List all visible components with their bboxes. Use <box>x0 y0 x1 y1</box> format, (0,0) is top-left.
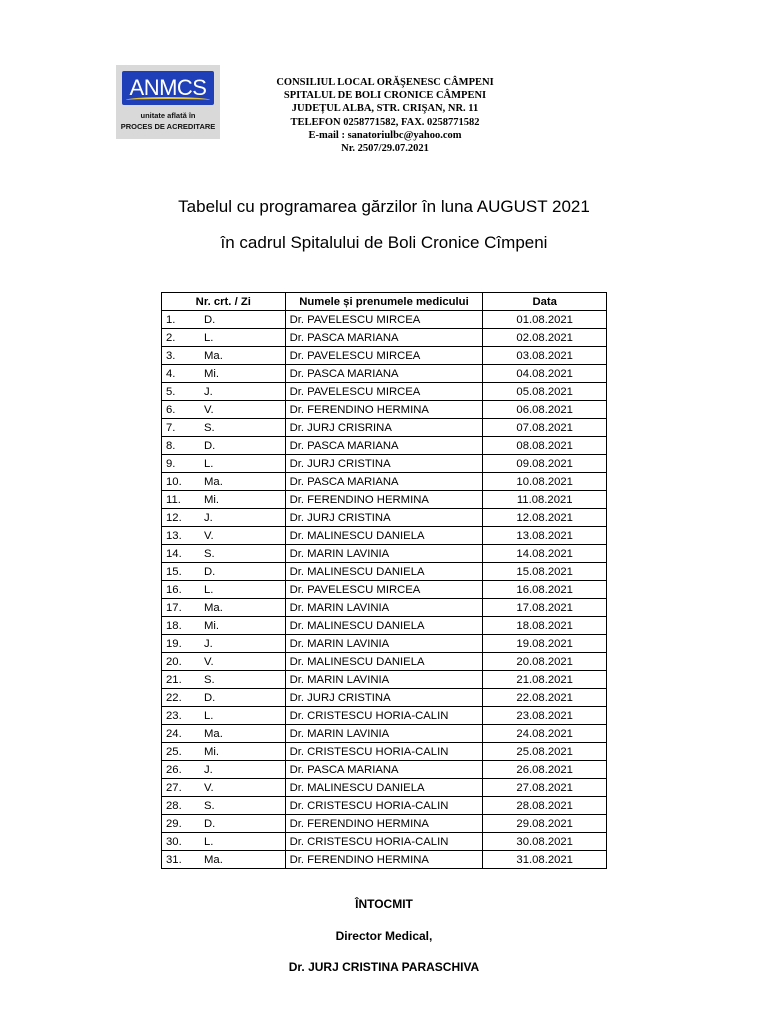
cell-nr-zi <box>162 563 286 581</box>
cell-date: 08.08.2021 <box>483 437 607 455</box>
weekday: V. <box>204 655 214 668</box>
row-number: 31. <box>166 853 182 866</box>
weekday: J. <box>204 763 213 776</box>
table-row <box>162 563 607 581</box>
row-number: 8. <box>166 439 176 452</box>
schedule-rows <box>162 311 607 869</box>
row-number: 26. <box>166 763 182 776</box>
table-row <box>162 815 607 833</box>
row-number: 1. <box>166 313 176 326</box>
row-number: 23. <box>166 709 182 722</box>
cell-doctor: Dr. PAVELESCU MIRCEA <box>285 581 483 599</box>
document-subtitle: în cadrul Spitalului de Boli Cronice Cîmpeni <box>220 233 548 252</box>
cell-doctor: Dr. MARIN LAVINIA <box>285 725 483 743</box>
table-row <box>162 779 607 797</box>
weekday: V. <box>204 403 214 416</box>
anmcs-logo <box>116 65 220 139</box>
table-row <box>162 545 607 563</box>
cell-nr-zi <box>162 743 286 761</box>
cell-nr-zi <box>162 329 286 347</box>
table-row <box>162 797 607 815</box>
cell-date: 07.08.2021 <box>483 419 607 437</box>
cell-nr-zi <box>162 365 286 383</box>
cell-doctor: Dr. MALINESCU DANIELA <box>285 653 483 671</box>
table-row <box>162 383 607 401</box>
letterhead-council: CONSILIUL LOCAL ORĂŞENESC CÂMPENI <box>276 77 494 88</box>
cell-nr-zi <box>162 347 286 365</box>
row-number: 12. <box>166 511 182 524</box>
row-number: 24. <box>166 727 182 740</box>
cell-nr-zi <box>162 653 286 671</box>
cell-date: 10.08.2021 <box>483 473 607 491</box>
schedule-table <box>161 292 607 869</box>
logo-swoosh <box>126 97 210 103</box>
cell-date: 29.08.2021 <box>483 815 607 833</box>
cell-nr-zi <box>162 419 286 437</box>
cell-doctor: Dr. JURJ CRISTINA <box>285 509 483 527</box>
cell-nr-zi <box>162 617 286 635</box>
row-number: 15. <box>166 565 182 578</box>
cell-doctor: Dr. PAVELESCU MIRCEA <box>285 347 483 365</box>
cell-doctor: Dr. MALINESCU DANIELA <box>285 527 483 545</box>
weekday: D. <box>204 817 216 830</box>
cell-nr-zi <box>162 635 286 653</box>
cell-date: 01.08.2021 <box>483 311 607 329</box>
weekday: Ma. <box>204 853 223 866</box>
weekday: Mi. <box>204 745 220 758</box>
cell-date: 04.08.2021 <box>483 365 607 383</box>
row-number: 17. <box>166 601 182 614</box>
table-row <box>162 509 607 527</box>
cell-nr-zi <box>162 599 286 617</box>
cell-nr-zi <box>162 383 286 401</box>
cell-doctor: Dr. PASCA MARIANA <box>285 761 483 779</box>
weekday: L. <box>204 835 214 848</box>
cell-date: 17.08.2021 <box>483 599 607 617</box>
table-row <box>162 599 607 617</box>
cell-nr-zi <box>162 725 286 743</box>
cell-nr-zi <box>162 509 286 527</box>
cell-date: 19.08.2021 <box>483 635 607 653</box>
cell-doctor: Dr. FERENDINO HERMINA <box>285 851 483 869</box>
cell-date: 27.08.2021 <box>483 779 607 797</box>
weekday: S. <box>204 673 215 686</box>
weekday: D. <box>204 313 216 326</box>
weekday: D. <box>204 565 216 578</box>
row-number: 9. <box>166 457 176 470</box>
cell-doctor: Dr. CRISTESCU HORIA-CALIN <box>285 743 483 761</box>
row-number: 21. <box>166 673 182 686</box>
weekday: Ma. <box>204 349 223 362</box>
logo-wordmark: ANMCS <box>129 75 207 100</box>
weekday: Ma. <box>204 601 223 614</box>
cell-nr-zi <box>162 761 286 779</box>
weekday: J. <box>204 637 213 650</box>
cell-doctor: Dr. MARIN LAVINIA <box>285 545 483 563</box>
cell-date: 30.08.2021 <box>483 833 607 851</box>
cell-date: 14.08.2021 <box>483 545 607 563</box>
cell-date: 23.08.2021 <box>483 707 607 725</box>
row-number: 6. <box>166 403 176 416</box>
weekday: V. <box>204 529 214 542</box>
weekday: J. <box>204 511 213 524</box>
weekday: V. <box>204 781 214 794</box>
cell-nr-zi <box>162 815 286 833</box>
table-row <box>162 833 607 851</box>
cell-date: 03.08.2021 <box>483 347 607 365</box>
row-number: 2. <box>166 331 176 344</box>
row-number: 25. <box>166 745 182 758</box>
weekday: D. <box>204 691 216 704</box>
weekday: L. <box>204 457 214 470</box>
cell-doctor: Dr. MALINESCU DANIELA <box>285 563 483 581</box>
weekday: Mi. <box>204 367 220 380</box>
logo-caption-line1: unitate aflată în <box>140 111 196 120</box>
table-row <box>162 617 607 635</box>
letterhead-address: JUDEȚUL ALBA, STR. CRIŞAN, NR. 11 <box>291 103 479 115</box>
cell-date: 16.08.2021 <box>483 581 607 599</box>
cell-doctor: Dr. PAVELESCU MIRCEA <box>285 383 483 401</box>
row-number: 16. <box>166 583 182 596</box>
table-row <box>162 347 607 365</box>
cell-nr-zi <box>162 851 286 869</box>
weekday: S. <box>204 799 215 812</box>
cell-date: 22.08.2021 <box>483 689 607 707</box>
table-row <box>162 527 607 545</box>
cell-doctor: Dr. MARIN LAVINIA <box>285 635 483 653</box>
cell-date: 05.08.2021 <box>483 383 607 401</box>
cell-nr-zi <box>162 833 286 851</box>
cell-date: 24.08.2021 <box>483 725 607 743</box>
cell-date: 09.08.2021 <box>483 455 607 473</box>
table-row <box>162 743 607 761</box>
cell-nr-zi <box>162 527 286 545</box>
weekday: Mi. <box>204 493 220 506</box>
cell-nr-zi <box>162 491 286 509</box>
table-row <box>162 437 607 455</box>
cell-nr-zi <box>162 437 286 455</box>
cell-date: 11.08.2021 <box>483 491 607 509</box>
table-row <box>162 365 607 383</box>
row-number: 11. <box>166 493 181 506</box>
row-number: 14. <box>166 547 182 560</box>
cell-date: 06.08.2021 <box>483 401 607 419</box>
prepared-by-label: ÎNTOCMIT <box>355 897 413 911</box>
cell-doctor: Dr. MARIN LAVINIA <box>285 599 483 617</box>
logo-caption-line2: PROCES DE ACREDITARE <box>120 122 216 131</box>
cell-doctor: Dr. MALINESCU DANIELA <box>285 779 483 797</box>
table-row <box>162 419 607 437</box>
table-row <box>162 491 607 509</box>
cell-doctor: Dr. PASCA MARIANA <box>285 473 483 491</box>
weekday: J. <box>204 385 213 398</box>
row-number: 5. <box>166 385 176 398</box>
header-nr-zi: Nr. crt. / Zi <box>162 293 286 311</box>
table-row <box>162 707 607 725</box>
weekday: L. <box>204 583 214 596</box>
cell-doctor: Dr. PASCA MARIANA <box>285 329 483 347</box>
cell-date: 21.08.2021 <box>483 671 607 689</box>
cell-nr-zi <box>162 689 286 707</box>
cell-doctor: Dr. CRISTESCU HORIA-CALIN <box>285 833 483 851</box>
cell-date: 15.08.2021 <box>483 563 607 581</box>
cell-nr-zi <box>162 455 286 473</box>
table-row <box>162 581 607 599</box>
cell-nr-zi <box>162 311 286 329</box>
row-number: 30. <box>166 835 182 848</box>
row-number: 3. <box>166 349 176 362</box>
table-row <box>162 851 607 869</box>
letterhead-hospital: SPITALUL DE BOLI CRONICE CÂMPENI <box>283 90 487 102</box>
weekday: S. <box>204 547 215 560</box>
table-row <box>162 329 607 347</box>
cell-doctor: Dr. JURJ CRISRINA <box>285 419 483 437</box>
row-number: 7. <box>166 421 176 434</box>
cell-doctor: Dr. PAVELESCU MIRCEA <box>285 311 483 329</box>
table-row <box>162 401 607 419</box>
cell-date: 31.08.2021 <box>483 851 607 869</box>
table-row <box>162 671 607 689</box>
cell-nr-zi <box>162 671 286 689</box>
cell-date: 25.08.2021 <box>483 743 607 761</box>
row-number: 13. <box>166 529 182 542</box>
cell-nr-zi <box>162 707 286 725</box>
table-row <box>162 725 607 743</box>
cell-doctor: Dr. FERENDINO HERMINA <box>285 491 483 509</box>
weekday: L. <box>204 709 214 722</box>
letterhead <box>230 76 540 155</box>
cell-doctor: Dr. JURJ CRISTINA <box>285 689 483 707</box>
letterhead-phone: TELEFON 0258771582, FAX. 0258771582 <box>290 116 480 128</box>
table-header-row <box>162 293 607 311</box>
cell-nr-zi <box>162 581 286 599</box>
header-doctor-name: Numele și prenumele medicului <box>285 293 483 311</box>
table-row <box>162 473 607 491</box>
letterhead-email: E-mail : sanatoriulbc@yahoo.com <box>308 129 462 141</box>
cell-doctor: Dr. CRISTESCU HORIA-CALIN <box>285 707 483 725</box>
weekday: D. <box>204 439 216 452</box>
table-row <box>162 455 607 473</box>
weekday: Ma. <box>204 475 223 488</box>
cell-date: 26.08.2021 <box>483 761 607 779</box>
table-row <box>162 653 607 671</box>
cell-nr-zi <box>162 401 286 419</box>
letterhead-reg-number: Nr. 2507/29.07.2021 <box>341 143 429 155</box>
row-number: 27. <box>166 781 182 794</box>
cell-date: 13.08.2021 <box>483 527 607 545</box>
cell-doctor: Dr. PASCA MARIANA <box>285 437 483 455</box>
row-number: 28. <box>166 799 182 812</box>
cell-date: 28.08.2021 <box>483 797 607 815</box>
row-number: 29. <box>166 817 182 830</box>
weekday: Ma. <box>204 727 223 740</box>
table-row <box>162 761 607 779</box>
row-number: 19. <box>166 637 182 650</box>
cell-doctor: Dr. CRISTESCU HORIA-CALIN <box>285 797 483 815</box>
document-title: Tabelul cu programarea gărzilor în luna AUGUST 2021 <box>178 197 590 216</box>
cell-doctor: Dr. MARIN LAVINIA <box>285 671 483 689</box>
weekday: Mi. <box>204 619 220 632</box>
cell-nr-zi <box>162 545 286 563</box>
row-number: 18. <box>166 619 182 632</box>
cell-nr-zi <box>162 797 286 815</box>
row-number: 4. <box>166 367 176 380</box>
cell-doctor: Dr. PASCA MARIANA <box>285 365 483 383</box>
header-date: Data <box>483 293 607 311</box>
table-row <box>162 689 607 707</box>
cell-doctor: Dr. FERENDINO HERMINA <box>285 815 483 833</box>
signer-role: Director Medical, <box>335 929 433 943</box>
row-number: 20. <box>166 655 182 668</box>
cell-date: 18.08.2021 <box>483 617 607 635</box>
cell-nr-zi <box>162 473 286 491</box>
cell-date: 12.08.2021 <box>483 509 607 527</box>
cell-doctor: Dr. FERENDINO HERMINA <box>285 401 483 419</box>
table-row <box>162 635 607 653</box>
table-row <box>162 311 607 329</box>
cell-date: 02.08.2021 <box>483 329 607 347</box>
row-number: 22. <box>166 691 182 704</box>
weekday: L. <box>204 331 214 344</box>
cell-date: 20.08.2021 <box>483 653 607 671</box>
cell-doctor: Dr. MALINESCU DANIELA <box>285 617 483 635</box>
cell-nr-zi <box>162 779 286 797</box>
row-number: 10. <box>166 475 182 488</box>
weekday: S. <box>204 421 215 434</box>
signer-name: Dr. JURJ CRISTINA PARASCHIVA <box>288 960 480 974</box>
cell-doctor: Dr. JURJ CRISTINA <box>285 455 483 473</box>
